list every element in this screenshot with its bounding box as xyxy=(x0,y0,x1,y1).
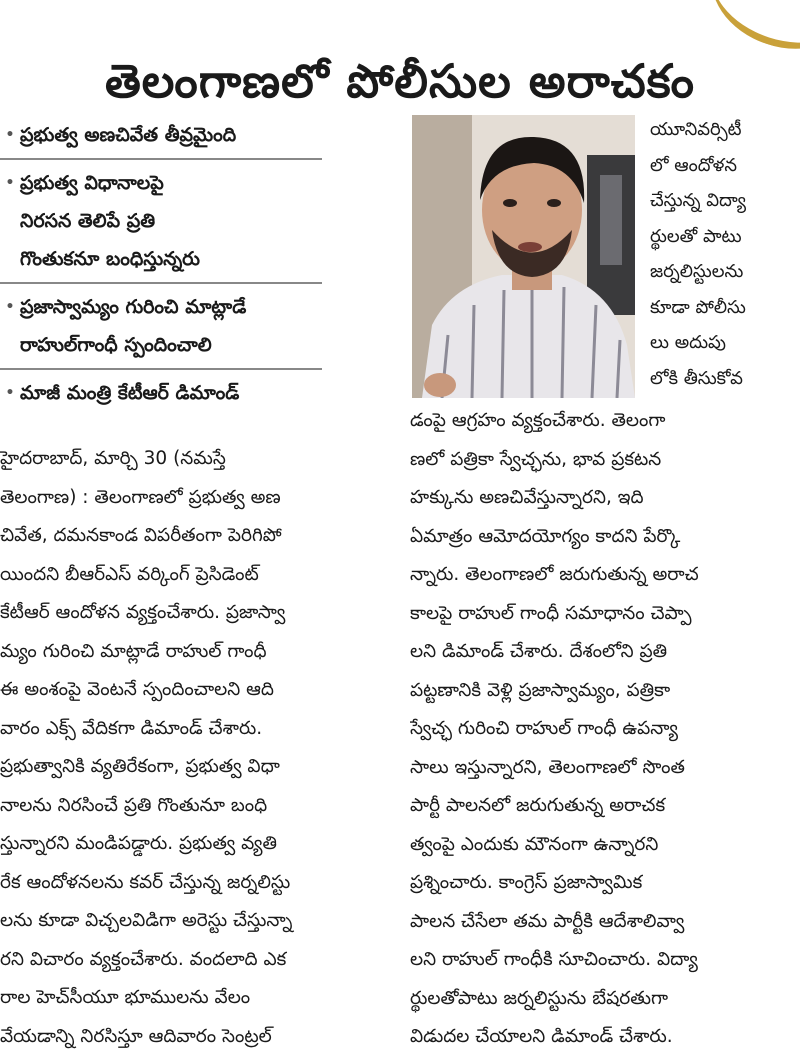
highlight-bullets xyxy=(0,112,322,416)
article-text-line: విడుదల చేయాలని డిమాండ్ చేశారు. xyxy=(410,1026,673,1047)
article-text-line: మ్యం గురించి మాట్లాడే రాహుల్ గాంధీ xyxy=(0,640,267,662)
bullet-text-line: గొంతుకనూ బంధిస్తున్నరు xyxy=(20,248,201,270)
article-text-line: రని విచారం వ్యక్తంచేశారు. వందలాది ఎక xyxy=(0,948,287,970)
article-text-line: యూనివర్సిటీ xyxy=(650,119,742,140)
article-text-line: సాలు ఇస్తున్నారని, తెలంగాణలో సొంత xyxy=(410,756,685,778)
article-text-line: జర్నలిస్టులను xyxy=(650,261,744,282)
highlight-bullet xyxy=(0,112,322,160)
highlight-bullet xyxy=(0,284,322,370)
article-text-line: ప్రభుత్వానికి వ్యతిరేకంగా, ప్రభుత్వ విధా xyxy=(0,756,280,777)
article-text-line: కేటీఆర్ ఆందోళన వ్యక్తంచేశారు. ప్రజాస్వా xyxy=(0,602,286,623)
article-text-line: లని రాహుల్ గాంధీకి సూచించారు. విద్యా xyxy=(410,949,698,970)
article-text-line: రాల హెచ్‌సీయూ భూములను వేలం xyxy=(0,987,251,1008)
article-text-line: పాలన చేసేలా తమ పార్టీకి ఆదేశాలివ్వా xyxy=(410,910,685,932)
article-text-line: లో ఆందోళన xyxy=(650,154,737,176)
article-text-line: చేస్తున్న విద్యా xyxy=(650,190,747,211)
article-text-line: పట్టణానికి వెళ్లి ప్రజాస్వామ్యం, పత్రికా xyxy=(410,679,671,701)
article-text-line: స్వేచ్ఛ గురించి రాహుల్ గాంధీ ఉపన్యా xyxy=(410,718,678,739)
bullet-dot-icon: • xyxy=(5,175,15,191)
article-text-line: లు అదుపు xyxy=(650,332,727,353)
bullet-text-line: ప్రజాస్వామ్యం గురించి మాట్లాడే xyxy=(20,296,247,318)
article-text-line: పార్టీ పాలనలో జరుగుతున్న అరాచక xyxy=(410,795,666,816)
article-text-line: తెలంగాణ) : తెలంగాణలో ప్రభుత్వ అణ xyxy=(0,486,281,508)
article-text-line: హక్కును అణచివేస్తున్నారని, ఇది xyxy=(410,487,644,508)
article-text-line: న్నారు. తెలంగాణలో జరుగుతున్న అరాచ xyxy=(410,564,699,585)
text-beside-photo xyxy=(650,112,790,396)
article-left-column xyxy=(0,440,380,1056)
article-text-line: ర్థులతోపాటు జర్నలిస్టును బేషరతుగా xyxy=(410,987,669,1009)
article-text-line: ఏమాత్రం ఆమోదయోగ్యం కాదని పేర్కొ xyxy=(410,525,681,547)
highlight-bullet xyxy=(0,160,322,284)
bullet-text-line: నిరసన తెలిపే ప్రతి xyxy=(20,210,156,232)
portrait-photo xyxy=(412,115,635,398)
bullet-text-line: ప్రభుత్వ విధానాలపై xyxy=(20,172,164,194)
article-text-line: కూడా పోలీసు xyxy=(650,296,746,318)
article-text-line: ణలో పత్రికా స్వేచ్ఛను, భావ ప్రకటన xyxy=(410,448,662,470)
article-text-line: డంపై ఆగ్రహం వ్యక్తంచేశారు. తెలంగా xyxy=(410,410,666,431)
headline: తెలంగాణలో పోలీసుల అరాచకం xyxy=(104,53,695,108)
bullet-dot-icon: • xyxy=(5,385,15,401)
article-text-line: చివేత, దమనకాండ విపరీతంగా పెరిగిపో xyxy=(0,525,282,546)
article-text-line: ర్థులతో పాటు xyxy=(650,225,742,247)
article-text-line: కాలపై రాహుల్ గాంధీ సమాధానం చెప్పా xyxy=(410,602,692,624)
article-text-line: త్వంపై ఎందుకు మౌనంగా ఉన్నారని xyxy=(410,833,659,855)
bullet-dot-icon: • xyxy=(5,299,15,315)
highlight-bullet xyxy=(0,370,322,416)
article-text-line: నాలను నిరసించే ప్రతి గొంతునూ బంధి xyxy=(0,794,268,816)
bullet-dot-icon: • xyxy=(5,127,15,143)
bullet-text-line: ప్రభుత్వ అణచివేత తీవ్రమైంది xyxy=(20,124,237,146)
article-text-line: ప్రశ్నించారు. కాంగ్రెస్ ప్రజాస్వామిక xyxy=(410,872,643,893)
article-text-line: స్తున్నారని మండిపడ్డారు. ప్రభుత్వ వ్యతి xyxy=(0,833,277,854)
article-text-line: ఈ అంశంపై వెంటనే స్పందించాలని ఆది xyxy=(0,679,274,700)
article-text-line: లోకి తీసుకోవ xyxy=(650,367,743,389)
article-text-line: వేయడాన్ని నిరసిస్తూ ఆదివారం సెంట్రల్ xyxy=(0,1025,272,1047)
bullet-text-line: మాజీ మంత్రి కేటీఆర్ డిమాండ్ xyxy=(20,382,240,404)
article-text-line: లని డిమాండ్ చేశారు. దేశంలోని ప్రతి xyxy=(410,641,668,662)
bullet-text-line: రాహుల్‌గాంధీ స్పందించాలి xyxy=(20,334,212,356)
article-text-line: లను కూడా విచ్చలవిడిగా అరెస్టు చేస్తున్నా xyxy=(0,910,293,931)
article-text-line: హైదరాబాద్, మార్చి 30 (నమస్తే xyxy=(0,448,226,469)
article-text-line: రేక ఆందోళనలను కవర్ చేస్తున్న జర్నలిస్టు xyxy=(0,871,291,893)
article-text-line: వారం ఎక్స్ వేదికగా డిమాండ్ చేశారు. xyxy=(0,717,263,739)
article-text-line: యిందని బీఆర్‌ఎస్ వర్కింగ్ ప్రెసిడెంట్ xyxy=(0,563,259,585)
portrait-photo-drawing xyxy=(412,115,635,398)
article-right-column xyxy=(410,402,792,1057)
